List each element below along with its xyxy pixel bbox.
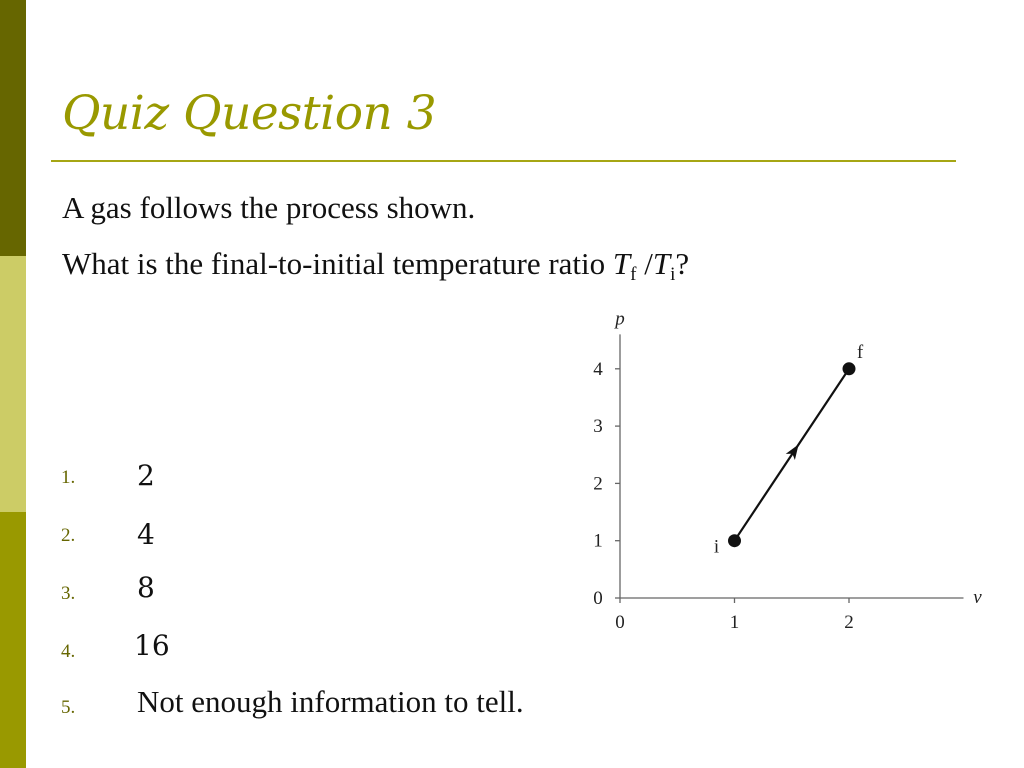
choice-number: 1.: [61, 467, 76, 488]
slide-title: Quiz Question 3: [62, 86, 437, 141]
choice-text: 2: [137, 459, 155, 492]
choice-text: Not enough information to tell.: [137, 684, 524, 719]
x-tick-label: 2: [844, 612, 854, 633]
x-axis-label: v: [973, 587, 982, 608]
answer-choice-5[interactable]: [0, 684, 700, 732]
choice-number: 5.: [61, 697, 76, 718]
temp-initial-symbol: T: [652, 246, 671, 281]
choice-number: 4.: [61, 641, 76, 662]
temp-final-subscript: f: [630, 264, 637, 285]
question-text: What is the final-to-initial temperature ratio: [62, 246, 613, 281]
question-line-1: A gas follows the process shown.: [62, 190, 476, 225]
ratio-slash: /: [636, 246, 653, 281]
y-tick-label: 4: [593, 358, 603, 380]
choice-number: 2.: [61, 525, 76, 546]
direction-arrow-icon: [786, 444, 799, 460]
y-tick-label: 1: [593, 530, 603, 552]
final-state-point: [843, 362, 856, 375]
choice-number: 3.: [61, 583, 76, 604]
initial-state-label: i: [713, 536, 720, 558]
x-tick-label: 1: [729, 612, 740, 633]
y-tick-label: 0: [593, 588, 603, 609]
question-line-2: [62, 246, 690, 285]
choice-text: 8: [137, 571, 155, 604]
pv-diagram: [580, 300, 990, 640]
temp-initial-subscript: i: [670, 264, 676, 285]
y-axis-label: p: [615, 308, 625, 330]
choice-text: 4: [137, 518, 155, 551]
question-mark: ?: [675, 246, 690, 281]
initial-state-point: [728, 534, 741, 547]
choice-text: 16: [134, 629, 170, 662]
final-state-label: f: [856, 341, 864, 363]
answer-choice-4[interactable]: [0, 629, 700, 676]
process-line: [735, 369, 850, 541]
title-underline: [51, 160, 956, 162]
x-tick-label: 0: [615, 612, 625, 633]
side-bar-top: [0, 0, 26, 256]
temp-final-symbol: T: [612, 246, 631, 281]
y-tick-label: 3: [593, 416, 603, 438]
y-tick-label: 2: [593, 473, 603, 495]
